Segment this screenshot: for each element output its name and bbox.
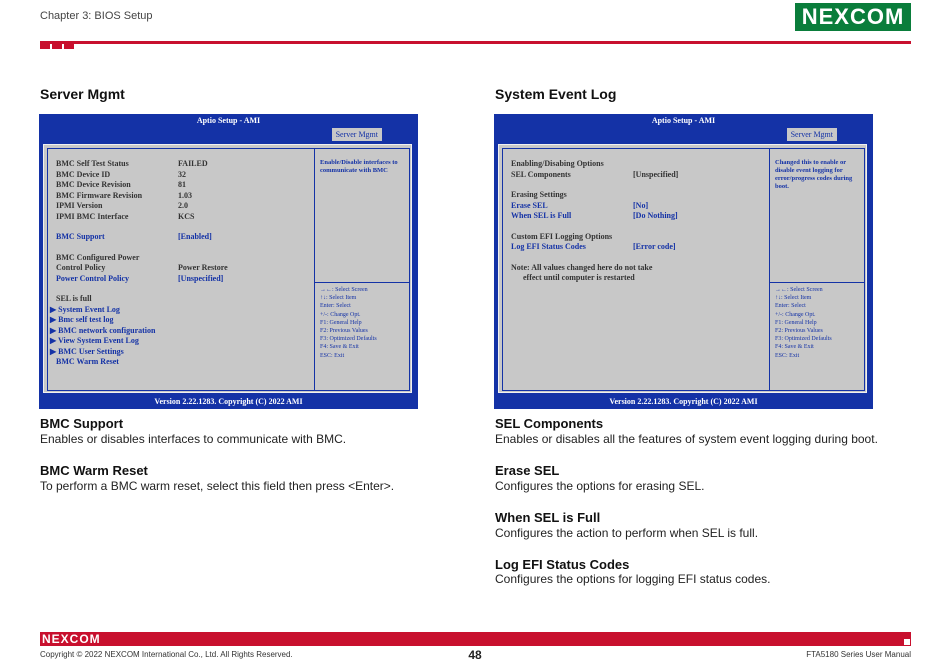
bios-inner — [47, 148, 410, 391]
bios-row-label: Note: All values changed here do not take — [511, 262, 653, 272]
bios-row-label: Control Policy — [56, 263, 106, 272]
footer-square — [904, 639, 910, 645]
bios-row-value: Power Restore — [178, 263, 228, 272]
bios-row-label: ▶ View System Event Log — [50, 336, 139, 345]
bios-key-hint: F2: Previous Values — [320, 328, 368, 335]
bios-key-hint: Enter: Select — [320, 303, 351, 310]
tab-server-mgmt[interactable]: Server Mgmt — [787, 128, 837, 141]
bios-key-legend — [320, 286, 408, 360]
desc-heading: BMC Warm Reset — [40, 463, 148, 478]
manual-title: FTA5180 Series User Manual — [806, 650, 911, 659]
bios-row-label: Erase SEL — [511, 200, 548, 210]
bios-key-hint: ↑↓: Select Item — [775, 295, 812, 302]
bios-divider — [769, 149, 770, 390]
bios-key-hint: +/-: Change Opt. — [320, 311, 361, 318]
page-number: 48 — [468, 648, 482, 662]
bios-help-text: Changed this to enable or disable event logging for error/progress codes during boot. — [775, 159, 853, 190]
bios-version: Version 2.22.1283. Copyright (C) 2022 AMI — [154, 397, 303, 406]
bios-row-value: 2.0 — [178, 201, 188, 210]
footer-square — [897, 632, 903, 638]
bios-row-label: When SEL is Full — [511, 211, 572, 220]
bios-row-label: Power Control Policy — [56, 273, 130, 283]
bios-row-label: BMC Configured Power — [56, 252, 140, 262]
bios-title: Aptio Setup - AMI — [651, 116, 716, 125]
bios-row-label: BMC Support — [56, 232, 105, 241]
bios-key-hint: ESC: Exit — [320, 352, 345, 359]
bios-key-hint: F2: Previous Values — [775, 328, 823, 335]
bios-row-label: BMC Device Revision — [56, 180, 131, 189]
footer-bar — [40, 632, 911, 646]
bios-help-text: Enable/Disable interfaces to communicate with BMC — [320, 159, 398, 174]
desc-text: Enables or disables interfaces to communicate with BMC. — [40, 432, 347, 446]
bios-frame — [498, 144, 867, 393]
bios-key-hint: →←: Select Screen — [320, 287, 368, 293]
header-divider — [40, 41, 911, 44]
bios-row-value: KCS — [178, 211, 195, 221]
desc-heading: BMC Support — [40, 416, 124, 431]
bios-row-value: [Enabled] — [178, 232, 212, 241]
bios-row-label: SEL Components — [511, 169, 571, 179]
desc-text: Configures the options for erasing SEL. — [495, 479, 705, 493]
header-square — [40, 41, 50, 49]
bios-key-hint: ↑↓: Select Item — [320, 295, 357, 302]
bios-row-label: BMC Warm Reset — [56, 357, 119, 366]
bios-key-hint: Enter: Select — [775, 303, 806, 310]
bios-key-hint: F1: General Help — [320, 319, 362, 326]
bios-version: Version 2.22.1283. Copyright (C) 2022 AMI — [609, 397, 758, 406]
bios-screen-system-event-log — [494, 114, 873, 409]
bios-row-value: 32 — [178, 169, 186, 179]
desc-heading: SEL Components — [495, 416, 604, 431]
bios-row-label: ▶ Bmc self test log — [50, 315, 114, 324]
bios-key-hint: +/-: Change Opt. — [775, 311, 816, 318]
desc-text: Enables or disables all the features of system event logging during boot. — [495, 432, 878, 446]
bios-row-value: 81 — [178, 180, 186, 189]
bios-key-hint: →←: Select Screen — [775, 287, 823, 293]
bios-row-label: BMC Firmware Revision — [56, 190, 143, 200]
bios-key-hint: F3: Optimized Defaults — [775, 336, 832, 343]
bios-screen-server-mgmt — [39, 114, 418, 409]
bios-row-label: effect until computer is restarted — [511, 273, 635, 282]
section-title-server-mgmt: Server Mgmt — [40, 86, 125, 102]
desc-text: Configures the options for logging EFI status codes. — [495, 572, 771, 586]
desc-heading: Log EFI Status Codes — [495, 557, 630, 572]
bios-row-value: 1.03 — [178, 190, 192, 200]
section-title-system-event-log: System Event Log — [495, 86, 617, 102]
bios-row-label: Log EFI Status Codes — [511, 242, 586, 251]
bios-row-label: Custom EFI Logging Options — [511, 231, 613, 241]
bios-row-label: BMC Self Test Status — [56, 159, 129, 168]
bios-row-value: [Unspecified] — [633, 169, 679, 179]
chapter-title: Chapter 3: BIOS Setup — [40, 10, 153, 22]
bios-row-value: FAILED — [178, 159, 208, 168]
bios-row-label: Enabling/Disabing Options — [511, 159, 604, 168]
tab-server-mgmt[interactable]: Server Mgmt — [332, 128, 382, 141]
footer-logo: NEXCOM — [42, 632, 101, 646]
bios-row-label: ▶ BMC network configuration — [50, 325, 156, 335]
header-square — [64, 41, 74, 49]
desc-text: To perform a BMC warm reset, select this field then press <Enter>. — [40, 479, 395, 493]
nexcom-logo: NEXCOM — [795, 3, 911, 31]
bios-row-label: BMC Device ID — [56, 169, 111, 179]
bios-key-hint: ESC: Exit — [775, 352, 800, 359]
bios-row-label: ▶ System Event Log — [50, 304, 120, 314]
bios-divider — [770, 282, 864, 283]
copyright-text: Copyright © 2022 NEXCOM International Co., Ltd. All Rights Reserved. — [40, 650, 293, 659]
desc-heading: When SEL is Full — [495, 510, 601, 525]
bios-row-label: IPMI Version — [56, 201, 103, 210]
bios-row-label: ▶ BMC User Settings — [50, 346, 124, 356]
header-square — [52, 41, 62, 49]
bios-row-value: [Error code] — [633, 242, 676, 251]
bios-row-label: Erasing Settings — [511, 190, 567, 199]
bios-row-value: [Unspecified] — [178, 273, 224, 283]
bios-divider — [314, 149, 315, 390]
bios-inner — [502, 148, 865, 391]
bios-key-hint: F4: Save & Exit — [320, 344, 359, 351]
bios-key-hint: F4: Save & Exit — [775, 344, 814, 351]
bios-key-hint: F3: Optimized Defaults — [320, 336, 377, 343]
desc-text: Configures the action to perform when SEL is full. — [495, 526, 759, 540]
bios-divider — [315, 282, 409, 283]
bios-row-label: SEL is full — [56, 294, 92, 303]
bios-row-label: IPMI BMC Interface — [56, 211, 129, 221]
desc-heading: Erase SEL — [495, 463, 560, 478]
bios-row-value: [No] — [633, 200, 649, 210]
bios-row-value: [Do Nothing] — [633, 211, 678, 220]
bios-key-hint: F1: General Help — [775, 319, 817, 326]
bios-frame — [43, 144, 412, 393]
bios-title: Aptio Setup - AMI — [196, 116, 261, 125]
bios-key-legend — [775, 286, 863, 360]
